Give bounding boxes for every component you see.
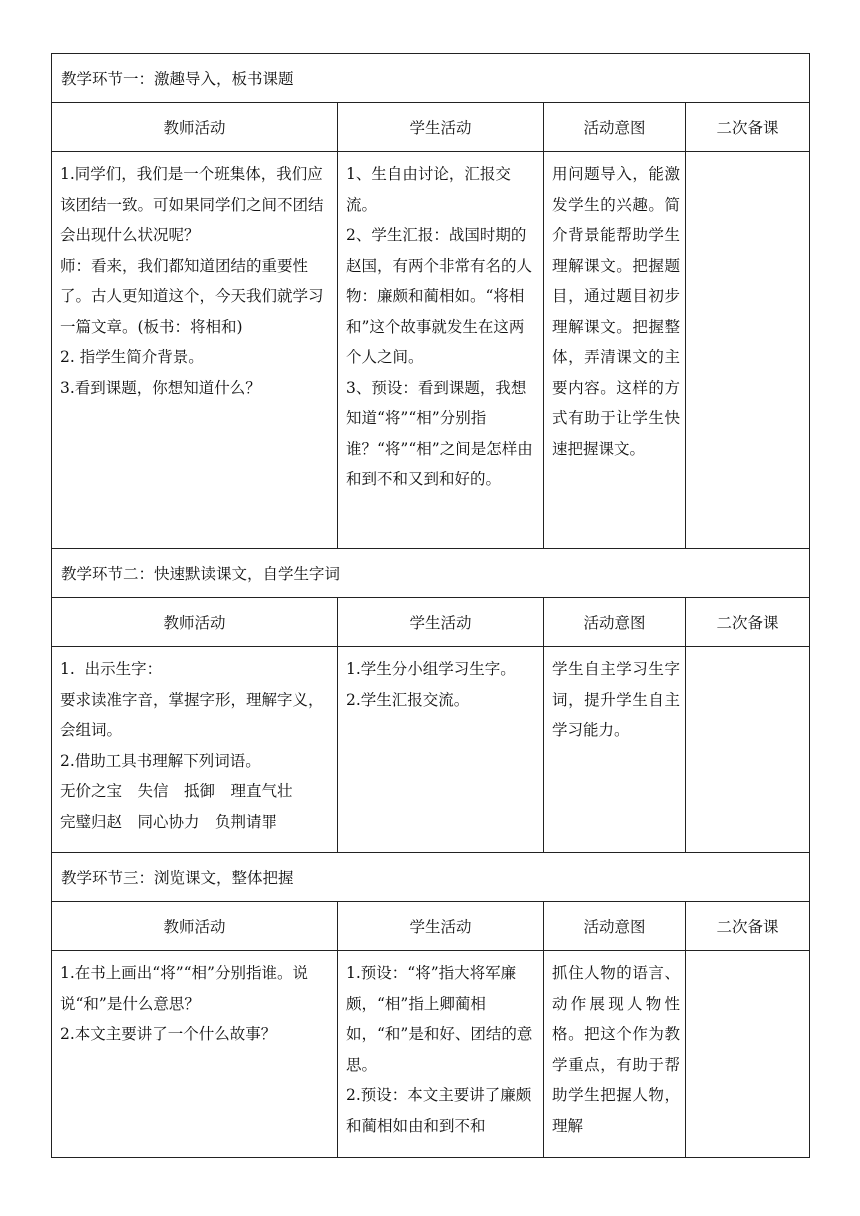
section-1-title: 教学环节一：激趣导入，板书课题 — [52, 54, 810, 103]
section-2-revision — [686, 647, 810, 853]
teacher-item: 要求读准字音，掌握字形，理解字义，会组词。 — [60, 690, 324, 739]
section-1-teacher-activity — [52, 152, 338, 549]
section-3-student-activity — [338, 951, 544, 1158]
header-teacher-activity: 教师活动 — [52, 103, 338, 152]
teacher-item: 3.看到课题，你想知道什么？ — [60, 378, 261, 397]
student-item: 3、预设：看到课题，我想知道“将”“相”分别指谁？“将”“相”之间是怎样由和到不和又到和好的。 — [346, 378, 533, 488]
header-activity-intent: 活动意图 — [544, 902, 686, 951]
lesson-plan-table — [51, 53, 810, 1158]
teacher-item: 1. 出示生字： — [60, 660, 163, 678]
header-teacher-activity: 教师活动 — [52, 598, 338, 647]
section-2-teacher-activity — [52, 647, 338, 853]
header-student-activity: 学生活动 — [338, 103, 544, 152]
section-3-teacher-activity — [52, 951, 338, 1158]
section-1-revision — [686, 152, 810, 549]
student-item: 2、学生汇报：战国时期的赵国，有两个非常有名的人物：廉颇和蔺相如。“将相和”这个故事就发生在这两个人之间。 — [346, 226, 533, 366]
section-1-intent: 用问题导入，能激发学生的兴趣。简介背景能帮助学生理解课文。把握题目，通过题目初步理解课文。把握整体，弄清课文的主要内容。这样的方式有助于让学生快速把握课文。 — [544, 152, 686, 549]
student-item: 1.学生分小组学习生字。 — [346, 660, 516, 678]
header-second-preparation: 二次备课 — [686, 902, 810, 951]
section-2-title: 教学环节二：快速默读课文，自学生字词 — [52, 549, 810, 598]
section-2-student-activity — [338, 647, 544, 853]
header-student-activity: 学生活动 — [338, 902, 544, 951]
section-2-intent: 学生自主学习生字词，提升学生自主学习能力。 — [544, 647, 686, 853]
teacher-item: 2.本文主要讲了一个什么故事？ — [60, 1025, 277, 1043]
section-3-intent: 抓住人物的语言、动作展现人物性格。把这个作为教学重点，有助于帮助学生把握人物，理解 — [544, 951, 686, 1158]
teacher-item: 师：看来，我们都知道团结的重要性了。古人更知道这个，今天我们就学习一篇文章。(板书：将相和) — [60, 256, 324, 336]
header-activity-intent: 活动意图 — [544, 103, 686, 152]
teacher-item: 2.借助工具书理解下列词语。 — [60, 751, 261, 770]
header-second-preparation: 二次备课 — [686, 598, 810, 647]
student-item: 2.学生汇报交流。 — [346, 690, 470, 709]
teacher-item: 1.同学们，我们是一个班集体，我们应该团结一致。可如果同学们之间不团结会出现什么状况呢？ — [60, 165, 324, 244]
header-second-preparation: 二次备课 — [686, 103, 810, 152]
student-item: 1.预设：“将”指大将军廉颇，“相”指上卿蔺相如，“和”是和好、团结的意思。 — [346, 964, 533, 1074]
header-student-activity: 学生活动 — [338, 598, 544, 647]
teacher-item: 无价之宝 失信 抵御 理直气壮 — [60, 782, 293, 800]
teacher-item: 1.在书上画出“将”“相”分别指谁。说说“和”是什么意思？ — [60, 964, 308, 1013]
header-teacher-activity: 教师活动 — [52, 902, 338, 951]
teacher-item: 2. 指学生简介背景。 — [60, 348, 204, 366]
student-item: 2.预设：本文主要讲了廉颇和蔺相如由和到不和 — [346, 1086, 532, 1135]
section-3-revision — [686, 951, 810, 1158]
teacher-item: 完璧归赵 同心协力 负荆请罪 — [60, 812, 278, 831]
section-1-student-activity — [338, 152, 544, 549]
student-item: 1、生自由讨论，汇报交流。 — [346, 165, 511, 214]
section-3-title: 教学环节三：浏览课文，整体把握 — [52, 853, 810, 902]
header-activity-intent: 活动意图 — [544, 598, 686, 647]
